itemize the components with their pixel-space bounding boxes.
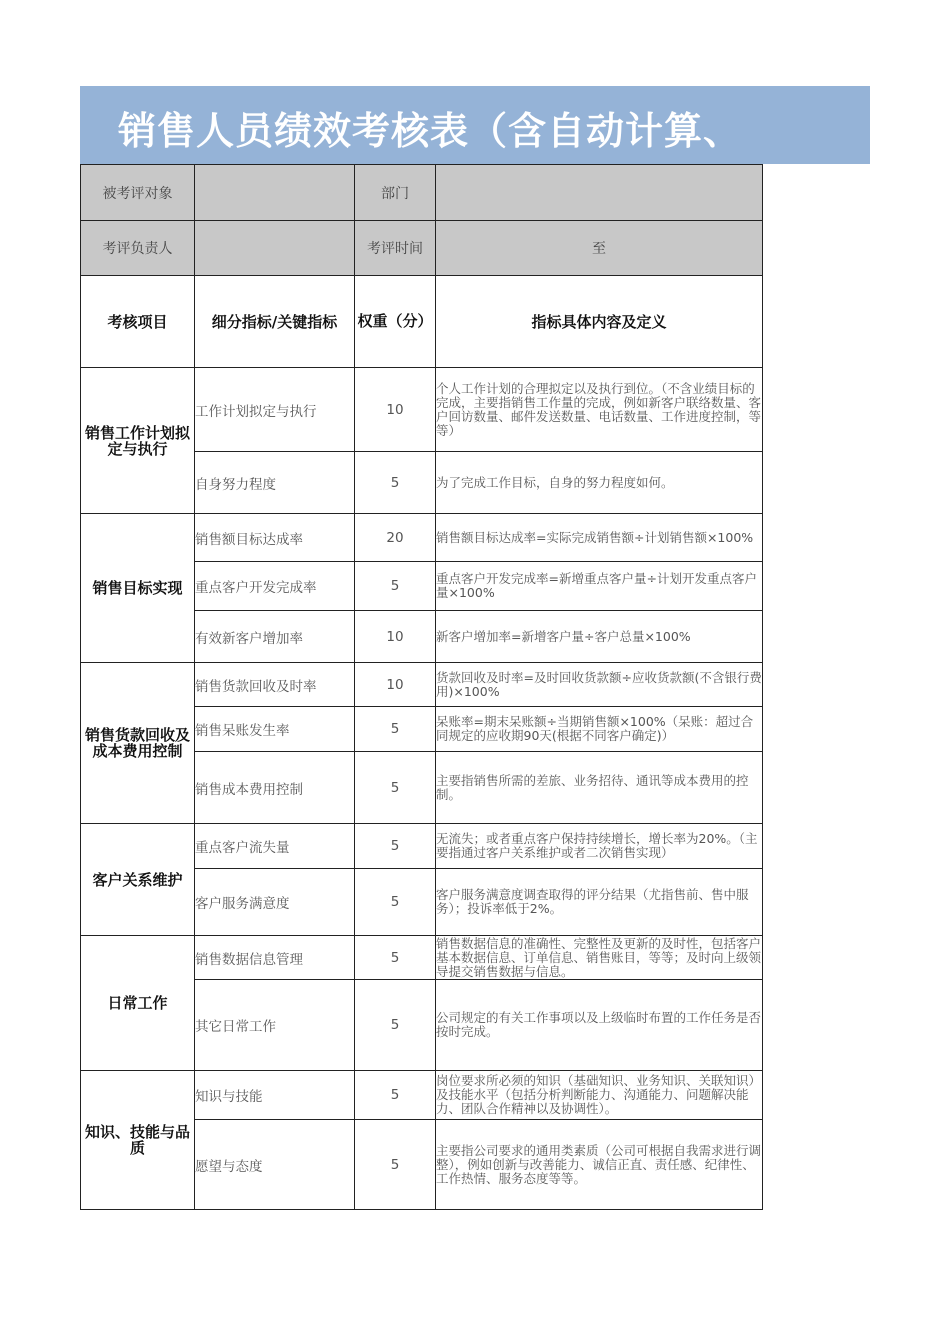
weight-cell[interactable]: 5 <box>355 452 436 514</box>
weight-cell[interactable]: 5 <box>355 936 436 980</box>
weight-cell[interactable]: 5 <box>355 752 436 824</box>
leader-input-cell[interactable] <box>195 221 355 276</box>
header-indicator: 细分指标/关键指标 <box>195 276 355 368</box>
category-cell: 客户关系维护 <box>81 824 195 936</box>
weight-cell[interactable]: 5 <box>355 707 436 752</box>
indicator-cell: 自身努力程度 <box>195 452 355 514</box>
indicator-cell: 销售额目标达成率 <box>195 514 355 562</box>
dept-label: 部门 <box>355 165 436 221</box>
time-range-cell[interactable]: 至 <box>436 221 763 276</box>
indicator-cell: 销售货款回收及时率 <box>195 663 355 707</box>
leader-label: 考评负责人 <box>81 221 195 276</box>
weight-cell[interactable]: 10 <box>355 368 436 452</box>
table-row <box>81 936 763 980</box>
indicator-cell: 有效新客户增加率 <box>195 611 355 663</box>
category-cell: 销售货款回收及成本费用控制 <box>81 663 195 824</box>
table-row <box>81 824 763 869</box>
definition-cell: 新客户增加率=新增客户量÷客户总量×100% <box>436 611 763 663</box>
definition-cell: 货款回收及时率=及时回收货款额÷应收货款额(不含银行费用)×100% <box>436 663 763 707</box>
weight-cell[interactable]: 5 <box>355 1120 436 1210</box>
indicator-cell: 知识与技能 <box>195 1071 355 1120</box>
indicator-cell: 客户服务满意度 <box>195 869 355 936</box>
definition-cell: 呆账率=期末呆账额÷当期销售额×100%（呆账：超过合同规定的应收期90天(根据不同客户确定)） <box>436 707 763 752</box>
definition-cell: 无流失；或者重点客户保持持续增长，增长率为20%。（主要指通过客户关系维护或者二次销售实现） <box>436 824 763 869</box>
header-weight: 权重（分） <box>355 276 436 368</box>
definition-cell: 岗位要求所必须的知识（基础知识、业务知识、关联知识）及技能水平（包括分析判断能力、沟通能力、问题解决能力、团队合作精神以及协调性）。 <box>436 1071 763 1120</box>
info-row-leader <box>81 221 763 276</box>
table-row <box>81 663 763 707</box>
definition-cell: 个人工作计划的合理拟定以及执行到位。（不含业绩目标的完成，主要指销售工作量的完成，例如新客户联络数量、客户回访数量、邮件发送数量、电话数量、工作进度控制，等等） <box>436 368 763 452</box>
weight-cell[interactable]: 5 <box>355 869 436 936</box>
indicator-cell: 其它日常工作 <box>195 980 355 1071</box>
info-row-target <box>81 165 763 221</box>
weight-cell[interactable]: 10 <box>355 663 436 707</box>
category-cell: 知识、技能与品质 <box>81 1071 195 1210</box>
indicator-cell: 愿望与态度 <box>195 1120 355 1210</box>
definition-cell: 销售额目标达成率=实际完成销售额÷计划销售额×100% <box>436 514 763 562</box>
appraisal-table <box>80 164 763 1210</box>
table-row <box>81 1071 763 1120</box>
weight-cell[interactable]: 10 <box>355 611 436 663</box>
header-row <box>81 276 763 368</box>
weight-cell[interactable]: 5 <box>355 824 436 869</box>
dept-input-cell[interactable] <box>436 165 763 221</box>
weight-cell[interactable]: 5 <box>355 980 436 1071</box>
table-row <box>81 368 763 452</box>
indicator-cell: 重点客户流失量 <box>195 824 355 869</box>
header-project: 考核项目 <box>81 276 195 368</box>
definition-cell: 主要指销售所需的差旅、业务招待、通讯等成本费用的控制。 <box>436 752 763 824</box>
header-definition: 指标具体内容及定义 <box>436 276 763 368</box>
table-row <box>81 514 763 562</box>
definition-cell: 销售数据信息的准确性、完整性及更新的及时性，包括客户基本数据信息、订单信息、销售账目，等等；及时向上级领导提交销售数据与信息。 <box>436 935 762 979</box>
target-input-cell[interactable] <box>195 165 355 221</box>
weight-cell[interactable]: 5 <box>355 562 436 611</box>
page-title: 销售人员绩效考核表（含自动计算、 <box>118 109 743 153</box>
indicator-cell: 销售呆账发生率 <box>195 707 355 752</box>
definition-cell: 客户服务满意度调查取得的评分结果（尤指售前、售中服务）；投诉率低于2%。 <box>436 869 763 936</box>
definition-cell: 公司规定的有关工作事项以及上级临时布置的工作任务是否按时完成。 <box>436 980 763 1071</box>
time-label: 考评时间 <box>355 221 436 276</box>
indicator-cell: 销售数据信息管理 <box>195 936 355 980</box>
weight-cell[interactable]: 5 <box>355 1071 436 1120</box>
definition-cell: 为了完成工作目标，自身的努力程度如何。 <box>436 452 763 514</box>
target-label: 被考评对象 <box>81 165 195 221</box>
category-cell: 销售目标实现 <box>81 514 195 663</box>
category-cell: 日常工作 <box>81 936 195 1071</box>
title-banner <box>80 86 870 164</box>
definition-cell: 主要指公司要求的通用类素质（公司可根据自我需求进行调整），例如创新与改善能力、诚信正直、责任感、纪律性、工作热情、服务态度等等。 <box>436 1120 763 1210</box>
indicator-cell: 工作计划拟定与执行 <box>195 368 355 452</box>
weight-cell[interactable]: 20 <box>355 514 436 562</box>
definition-cell: 重点客户开发完成率=新增重点客户量÷计划开发重点客户量×100% <box>436 562 763 611</box>
indicator-cell: 销售成本费用控制 <box>195 752 355 824</box>
indicator-cell: 重点客户开发完成率 <box>195 562 355 611</box>
category-cell: 销售工作计划拟定与执行 <box>81 368 195 514</box>
